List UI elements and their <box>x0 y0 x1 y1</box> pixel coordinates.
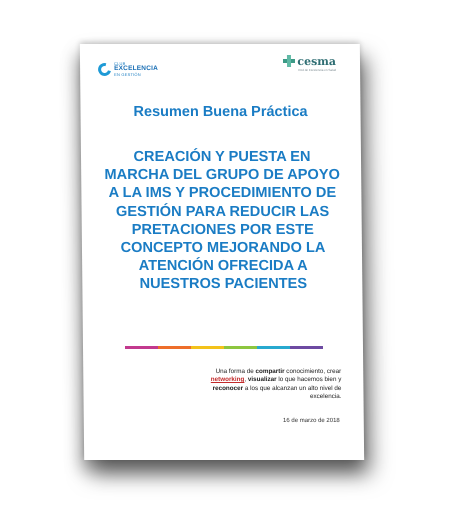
summary-title: Resumen Buena Práctica <box>133 103 308 120</box>
club-excelencia-wordmark <box>114 62 158 77</box>
document-title: CREACIÓN Y PUESTA EN MARCHA DEL GRUPO DE APOYO A LA IMS Y PROCEDIMIENTO DE GESTIÓN PARA REDUCIR LAS PRETACIONES POR ESTE CONCEPTO MEJORANDO LA ATENCIÓN OFRECIDA A NUESTROS PACIENTES <box>104 148 340 293</box>
tagline-part-4: lo que hacemos bien y <box>276 376 342 384</box>
document-date: 16 de marzo de 2018 <box>283 418 340 425</box>
tagline-keyword-reconocer: reconocer <box>212 384 244 392</box>
club-excelencia-icon <box>96 60 114 78</box>
color-rule-segment <box>191 346 224 349</box>
cesma-wordmark: cesma <box>297 54 337 68</box>
document-page <box>80 44 364 460</box>
tagline-part-2: conocimiento, crear <box>284 368 342 376</box>
tagline-keyword-visualizar: visualizar <box>247 376 277 384</box>
color-rule-segment <box>224 346 257 349</box>
club-top-line: CLUB <box>114 60 126 66</box>
color-rule-segment <box>125 346 158 349</box>
color-rule-segment <box>290 346 323 349</box>
color-rule-segment <box>257 346 290 349</box>
tagline-part-3: , <box>244 376 248 384</box>
club-main-word: EXCELENCIA <box>114 64 159 72</box>
tagline <box>181 368 341 402</box>
tagline-part-5: a los que alcanzan un alto nivel de excelencia. <box>243 384 342 401</box>
tagline-keyword-compartir: compartir <box>255 368 285 376</box>
cesma-logo <box>283 55 336 72</box>
color-rule <box>125 346 323 349</box>
club-bottom-line: EN GESTIÓN <box>114 71 141 77</box>
cesma-cross-icon <box>283 55 295 67</box>
cesma-tagline: Red de Excelencia en Salud <box>298 67 337 72</box>
tagline-part-1: Una forma de <box>215 368 256 376</box>
color-rule-segment <box>158 346 191 349</box>
tagline-keyword-networking: networking <box>210 376 245 384</box>
club-excelencia-logo <box>98 62 158 77</box>
